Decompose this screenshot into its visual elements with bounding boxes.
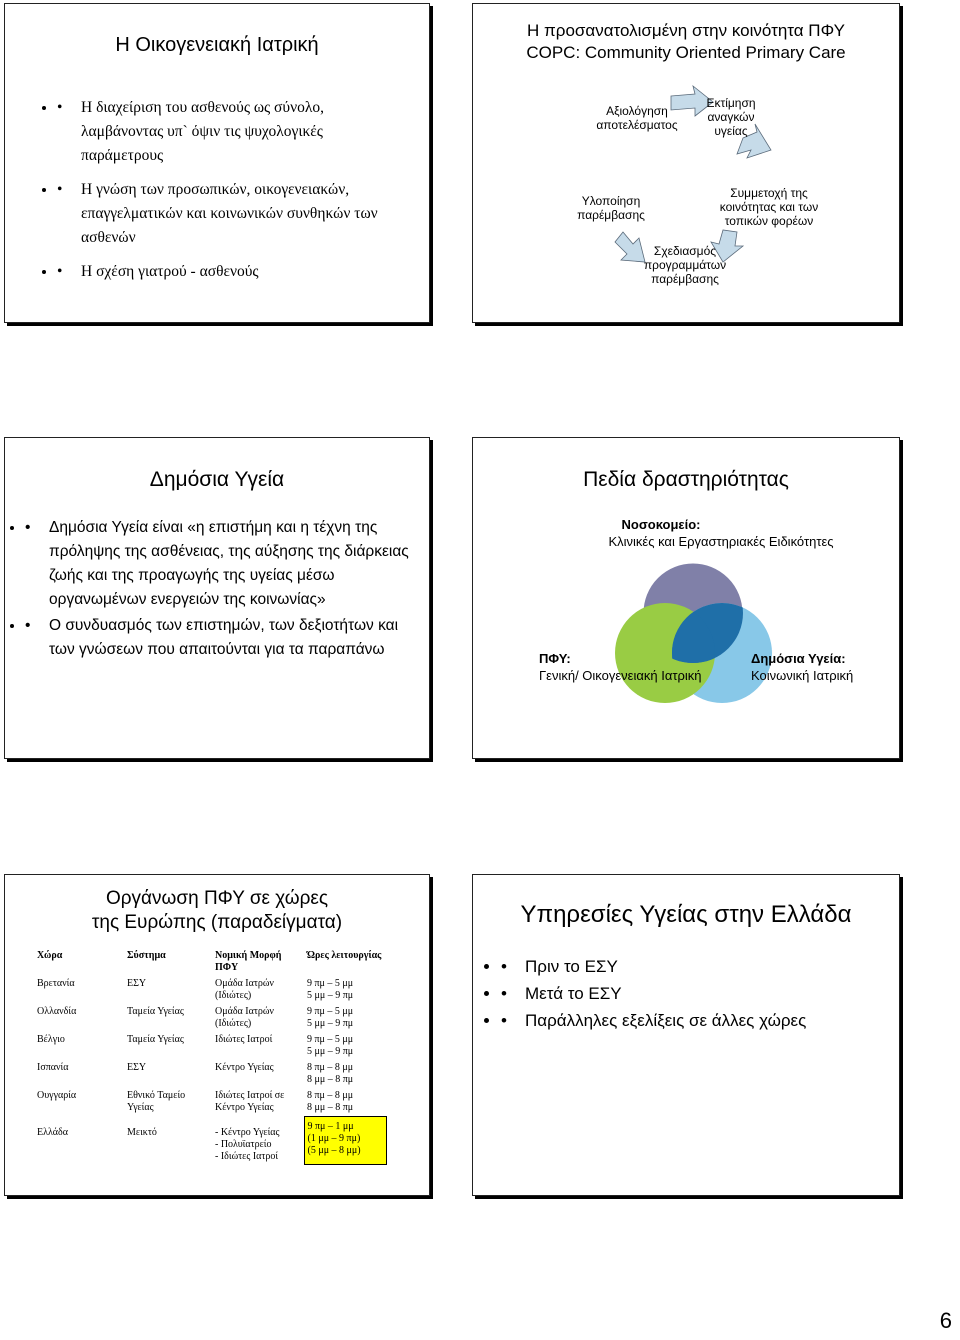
cell: Ταμεία Υγείας [127, 1034, 184, 1045]
slide-copc [472, 3, 900, 323]
bullet-item: • • Δημόσια Υγεία είναι «η επιστήμη και η τέχνη της πρόληψης της ασθένειας, της αύξησης της διάρκειας ζωής και της προαγωγής της υγείας μέσω οργανωμένων ενεργειών της κοινωνίας» [25, 516, 411, 612]
cycle-step-community: Συμμετοχή της κοινότητας και των τοπικών φορέων [719, 186, 819, 228]
cell: Βρετανία [37, 978, 75, 989]
bullet-item: • • Μετά το ΕΣΥ [501, 980, 881, 1007]
col-header-system: Σύστημα [127, 950, 166, 961]
page-number: 6 [939, 1308, 952, 1333]
bullet-item: • • Παράλληλες εξελίξεις σε άλλες χώρες [501, 1007, 881, 1034]
venn-label-phc [539, 650, 701, 684]
table-row [34, 1004, 386, 1032]
slide-title [5, 887, 429, 935]
cell: 9 πμ – 5 μμ 5 μμ – 9 πμ [307, 1006, 354, 1029]
cell: ΕΣΥ [127, 1062, 147, 1073]
col-header-hours: Ώρες λειτουργίας [307, 950, 382, 961]
cell: Μεικτό [127, 1126, 157, 1138]
cell: - Κέντρο Υγείας - Πολυϊατρείο - Ιδιώτες Ιατροί [215, 1126, 280, 1162]
venn-label-public-health [751, 650, 853, 684]
bullet-item: • • Η σχέση γιατρού - ασθενούς [57, 260, 407, 284]
bullet-list [25, 516, 411, 662]
slide-title: Υπηρεσίες Υγείας στην Ελλάδα [520, 901, 852, 928]
copc-cycle-diagram [473, 84, 901, 324]
cell: 9 πμ – 5 μμ 5 μμ – 9 πμ [307, 978, 354, 1001]
table-row [34, 1060, 386, 1088]
col-header-country: Χώρα [37, 950, 63, 961]
bullet-item: • • Η γνώση των προσωπικών, οικογενειακών, επαγγελματικών και κοινωνικών συνθηκών των ασθενών [57, 178, 407, 250]
cell: Κέντρο Υγείας [215, 1062, 274, 1073]
slide-title: Πεδία δραστηριότητας [583, 468, 789, 491]
slide-fields-of-activity [472, 437, 900, 759]
cycle-step-evaluation: Αξιολόγηση αποτελέσματος [596, 104, 678, 132]
label-heading: Νοσοκομείο: [621, 517, 701, 532]
label-text: Κοινωνική Ιατρική [751, 668, 854, 683]
table-row [34, 1032, 386, 1060]
cycle-step-needs: Εκτίμηση αναγκών υγείας [706, 96, 756, 138]
table-row [34, 1117, 386, 1165]
title-line: Η προσανατολισμένη στην κοινότητα ΠΦΥ [527, 21, 845, 40]
table-row [34, 1088, 386, 1117]
cell: ΕΣΥ [127, 978, 147, 989]
table-row [34, 976, 386, 1004]
label-text: Γενική/ Οικογενειακή Ιατρική [539, 668, 702, 683]
title-line: της Ευρώπης (παραδείγματα) [91, 912, 343, 933]
cell: 8 πμ – 8 μμ 8 μμ – 8 πμ [307, 1062, 354, 1085]
bullet-item: • • Πριν το ΕΣΥ [501, 953, 881, 980]
title-line: Οργάνωση ΠΦΥ σε χώρες [105, 888, 329, 909]
cell: Ουγγαρία [37, 1090, 77, 1101]
bullet-list [501, 953, 881, 1034]
label-text: Κλινικές και Εργαστηριακές Ειδικότητες [608, 534, 834, 549]
cell-highlighted: 9 πμ – 1 μμ (1 μμ – 9 πμ) (5 μμ – 8 μμ) [304, 1117, 386, 1165]
cell: Βέλγιο [37, 1034, 65, 1045]
label-heading: ΠΦΥ: [539, 651, 571, 666]
label-heading: Δημόσια Υγεία: [751, 651, 846, 666]
cell: Ιδιώτες Ιατροί [215, 1034, 273, 1045]
cell: Ολλανδία [37, 1006, 77, 1017]
bullet-item: • • Η διαχείριση του ασθενούς ως σύνολο, λαμβάνοντας υπ` όψιν τις ψυχολογικές παράμετρους [57, 96, 407, 168]
bullet-item: • • Ο συνδυασμός των επιστημών, των δεξιοτήτων και των γνώσεων που απαιτούνται για τα παραπάνω [25, 614, 411, 662]
cell: Ισπανία [37, 1062, 69, 1073]
slide-title: Δημόσια Υγεία [149, 468, 285, 491]
title-line: COPC: Community Oriented Primary Care [526, 43, 846, 62]
slide-title: Η Οικογενειακή Ιατρική [115, 34, 319, 56]
cell: Ελλάδα [37, 1126, 68, 1138]
cell: Ομάδα Ιατρών (Ιδιώτες) [215, 978, 274, 1001]
bullet-list [57, 96, 407, 284]
europe-phc-table [34, 948, 387, 1165]
cell: Εθνικό Ταμείο Υγείας [127, 1090, 186, 1113]
cell: 8 πμ – 8 μμ 8 μμ – 8 πμ [307, 1090, 354, 1113]
slide-family-medicine [4, 3, 430, 323]
cycle-step-implementation: Υλοποίηση παρέμβασης [577, 194, 645, 222]
cell: Ιδιώτες Ιατροί σε Κέντρο Υγείας [215, 1090, 285, 1113]
slide-greece-services [472, 874, 900, 1196]
cell: 9 πμ – 5 μμ 5 μμ – 9 πμ [307, 1034, 354, 1057]
table-header-row [34, 948, 386, 976]
col-header-legal: Νομική Μορφή ΠΦΥ [215, 950, 282, 973]
cycle-step-planning: Σχεδιασμός προγραμμάτων παρέμβασης [643, 244, 727, 286]
cell: Ταμεία Υγείας [127, 1006, 184, 1017]
slide-title [473, 20, 899, 64]
venn-diagram [473, 438, 901, 760]
slide-public-health [4, 437, 430, 759]
cell: Ομάδα Ιατρών (Ιδιώτες) [215, 1006, 274, 1029]
